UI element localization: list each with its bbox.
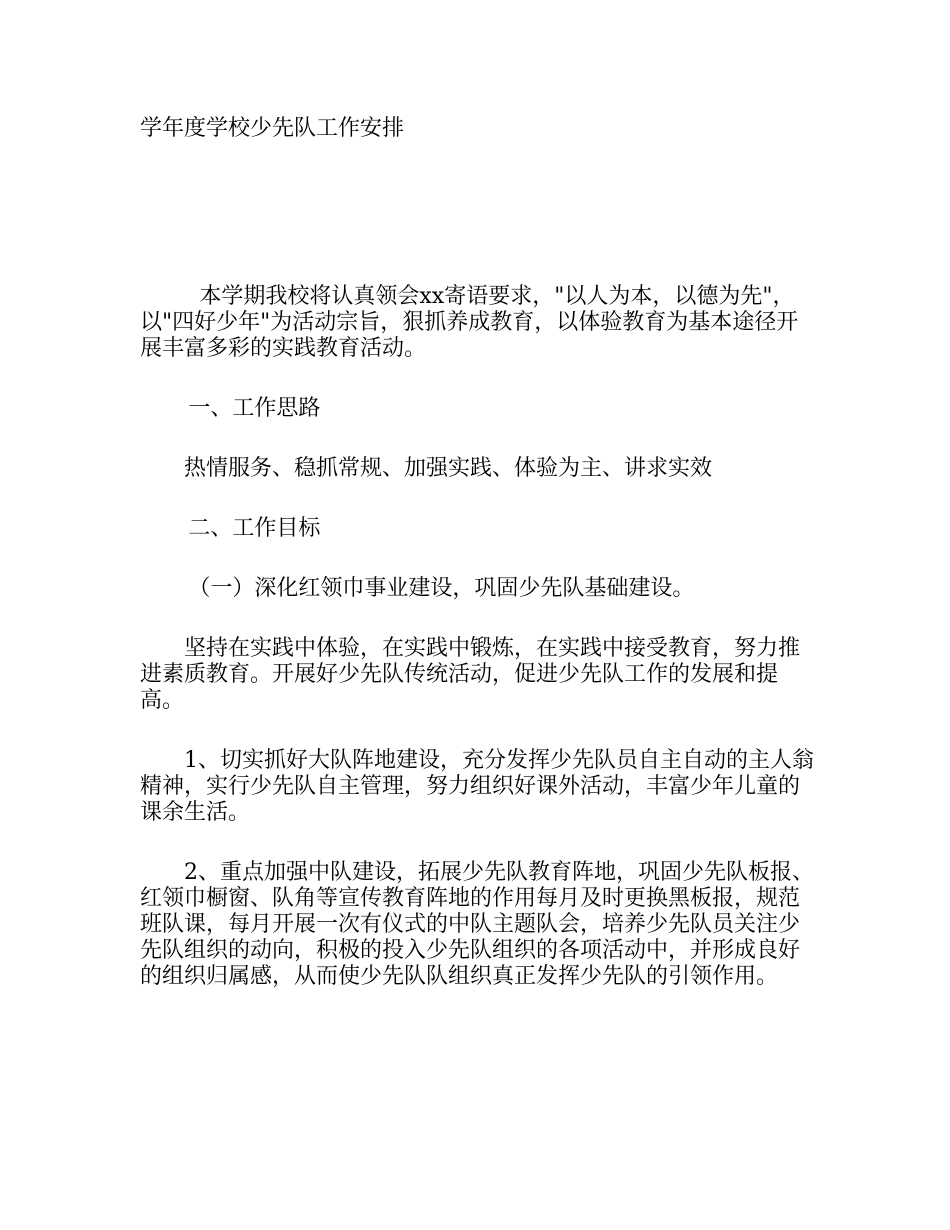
- item-2-paragraph: 2、重点加强中队建设，拓展少先队教育阵地，巩固少先队板报、红领巾橱窗、队角等宣传教育阵地的作用每月及时更换黑板报，规范班队课，每月开展一次有仪式的中队主题队会，培养少先队员关注少先队组织的动向，积极的投入少先队组织的各项活动中，并形成良好的组织归属感，从而使少先队队组织真正发挥少先队的引领作用。: [140, 860, 814, 989]
- section-heading-work-goals: 二、工作目标: [188, 516, 321, 541]
- document-title: 学年度学校少先队工作安排: [140, 116, 405, 141]
- paragraph-gap: [140, 482, 820, 516]
- paragraph-gap: [140, 542, 820, 576]
- subsection-heading-1: （一）深化红领巾事业建设，巩固少先队基础建设。: [188, 576, 695, 601]
- item-1-paragraph: 1、切实抓好大队阵地建设，充分发挥少先队员自主自动的主人翁精神，实行少先队自主管理，努力组织好课外活动，丰富少年儿童的课余生活。: [140, 748, 814, 825]
- paragraph-gap: [140, 422, 820, 456]
- work-ideas-paragraph: 热情服务、稳抓常规、加强实践、体验为主、讲求实效: [184, 456, 713, 481]
- paragraph-gap: [140, 362, 820, 396]
- paragraph-gap: [140, 714, 820, 748]
- document-body: [140, 284, 820, 990]
- practice-paragraph: 坚持在实践中体验，在实践中锻炼，在实践中接受教育，努力推进素质教育。开展好少先队传统活动，促进少先队工作的发展和提高。: [140, 636, 801, 713]
- intro-paragraph: 本学期我校将认真领会xx寄语要求，"以人为本，以德为先"，以"四好少年"为活动宗旨，狠抓养成教育，以体验教育为基本途径开展丰富多彩的实践教育活动。: [140, 284, 799, 361]
- paragraph-gap: [140, 602, 820, 636]
- section-heading-work-ideas: 一、工作思路: [188, 396, 321, 421]
- paragraph-gap: [140, 826, 820, 860]
